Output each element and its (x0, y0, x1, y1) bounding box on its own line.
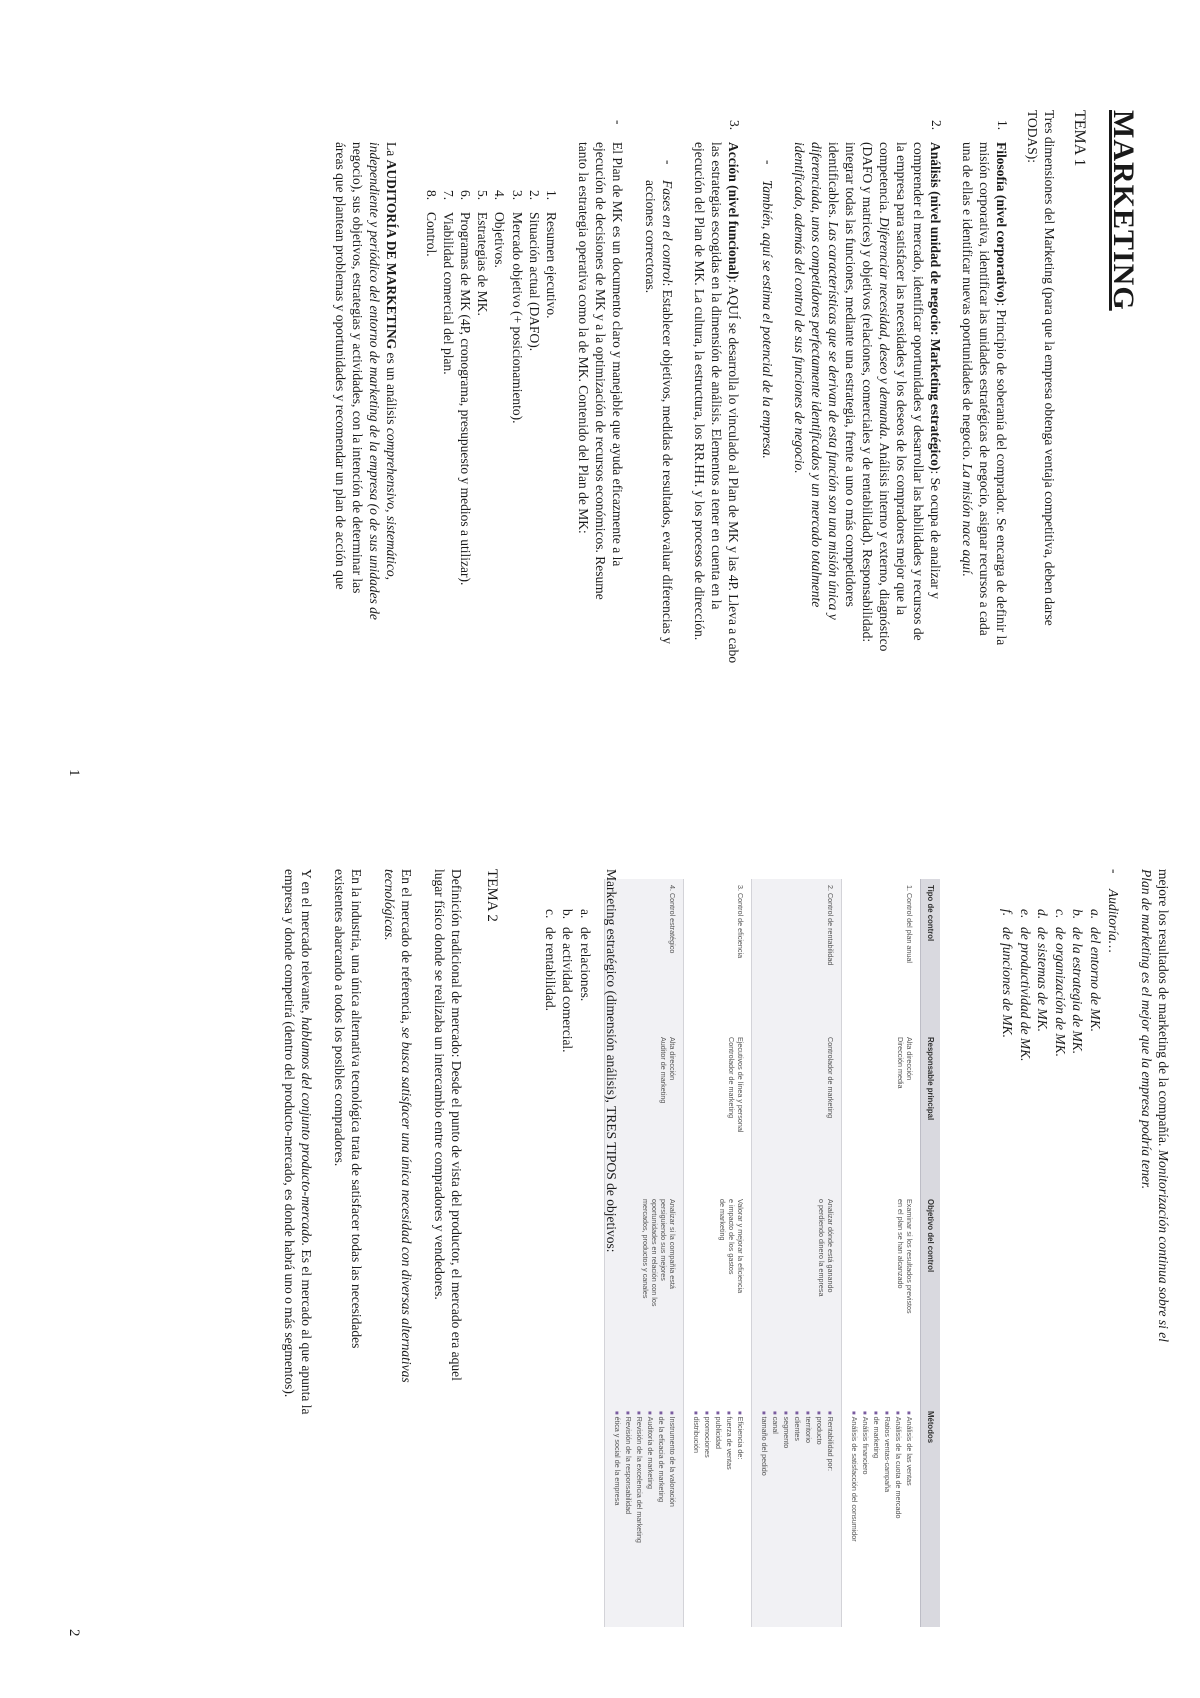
item3-line-2: las estrategias escogidas en la dimensión de análisis. Elementos a tener en cuenta en la (709, 142, 724, 610)
cell-text: mercados, productos y canales (641, 1199, 650, 1299)
table-header: Métodos (921, 1405, 941, 1627)
list-number: 4. (492, 190, 508, 201)
list-item-text: de sistemas de MK. (1035, 927, 1051, 1032)
cell-line (723, 1411, 734, 1621)
item2-italic-4: Diferenciar necesidad, deseo y demanda. (877, 216, 892, 440)
list-item-text: Resumen ejecutivo. (544, 212, 559, 319)
cell-line (769, 1411, 780, 1621)
cell-text: 1. Control del plan anual (905, 885, 914, 963)
square-bullet-icon: ■ (850, 1411, 856, 1415)
control-types-table (604, 879, 940, 1627)
continuation-line-1 (1155, 869, 1173, 1342)
list-letter: a. (578, 909, 593, 919)
cell-text: canal (771, 1416, 780, 1434)
mk-estrategico-line: Marketing estratégico (dimensión análisis), TRES TIPOS de objetivos: (604, 869, 619, 1253)
cell-text: de marketing (718, 1199, 727, 1241)
item2-line-1 (927, 142, 945, 599)
auditoria-text-1: La (384, 142, 399, 160)
item2-line-2: comprender el mercado, identificar oportunidades y desarrollar las habilidades y recursos de (911, 142, 926, 641)
auditoria-line-3: negocio), sus objetivos, estrategias y actividades, con la intención de determinar las (350, 142, 365, 594)
reference-text: En el mercado de referencia, (399, 869, 414, 1028)
square-bullet-icon: ■ (905, 1411, 911, 1415)
relevant-market-line-1 (298, 869, 316, 1414)
list-item-text: Objetivos. (492, 212, 508, 268)
list-item-text: Viabilidad comercial del plan. (440, 212, 456, 375)
page-number: 1 (66, 769, 82, 777)
table-row (842, 879, 921, 1627)
auditoria-line-1 (383, 142, 401, 580)
square-bullet-icon: ■ (771, 1411, 777, 1415)
item2-line-4 (876, 142, 894, 651)
cell-text: oportunidades en relación con los (650, 1199, 659, 1307)
cell-text: Rentabilidad por: (826, 1416, 835, 1471)
list-number: 2. (526, 190, 542, 201)
intro-line-1: Tres dimensiones del Marketing (para que la empresa obtenga ventaja competitiva, deben darse (1042, 110, 1057, 626)
cell-text: Análisis de satisfacción del consumidor (850, 1416, 859, 1542)
cell-text: en el plan se han alcanzado (896, 1199, 905, 1289)
cell-text: 2. Control de rentabilidad (826, 885, 835, 966)
relevant-italic: hablamos del conjunto producto-mercado. (299, 1016, 314, 1247)
item3-bold: Acción (nivel funcional) (726, 142, 741, 280)
list-item (999, 909, 1017, 1061)
cell-line (813, 1411, 824, 1621)
square-bullet-icon: ■ (760, 1411, 766, 1415)
table-header: Responsable principal (921, 1031, 941, 1193)
cell-text: Alta dirección (905, 1037, 914, 1081)
table-row (752, 879, 842, 1627)
cell-text: Controlador de marketing (826, 1037, 835, 1119)
list-letter: c. (1053, 909, 1068, 919)
list-item (577, 909, 595, 1053)
item2-text: : Se ocupa de analizar y (928, 470, 943, 600)
table-cell (842, 1405, 921, 1627)
list-item (1052, 909, 1070, 1061)
cell-text: Ratios ventas-campaña (883, 1416, 892, 1493)
table-cell (684, 1193, 752, 1405)
square-bullet-icon: ■ (725, 1411, 731, 1415)
cell-text: tamaño del pedido (760, 1416, 769, 1476)
list-item-text: Mercado objetivo (+ posicionamiento). (509, 212, 525, 424)
list-number: 3. (727, 120, 742, 131)
square-bullet-icon: ■ (736, 1411, 742, 1415)
bullet-dash: - (661, 160, 676, 165)
document-title: MARKETING (1107, 110, 1140, 311)
cell-line (611, 1411, 622, 1621)
cell-text: distribución (692, 1416, 701, 1453)
list-item-text: de actividad comercial. (560, 927, 576, 1053)
item2-bold: Análisis (nivel unidad de negocio: Marketing estratégico) (928, 142, 943, 471)
square-bullet-icon: ■ (624, 1411, 630, 1415)
square-bullet-icon: ■ (714, 1411, 720, 1415)
cell-line (701, 1411, 712, 1621)
square-bullet-icon: ■ (635, 1411, 641, 1415)
cell-text: Valorar y mejorar la eficiencia (736, 1199, 745, 1294)
item2-subnote: También, aquí se estima el potencial de la empresa. (760, 180, 775, 459)
item2-line-3: la empresa para satisfacer las necesidades y los deseos de los compradores mejor que la (894, 142, 909, 616)
item1-italic: La misión nace aquí. (960, 463, 975, 577)
table-header: Objetivo del control (921, 1193, 941, 1405)
cell-text: territorio (804, 1416, 813, 1443)
auditoria-tail-1: es un análisis (384, 349, 399, 428)
page-1 (0, 0, 1200, 820)
list-item (543, 190, 560, 585)
list-item (457, 190, 474, 585)
industry-line-1: En la industria, una única alternativa tecnológica trata de satisfacer todas las necesidades (349, 869, 364, 1349)
auditoria-italic-1: comprehensivo, sistemático, (384, 427, 399, 580)
cell-line (666, 1411, 677, 1621)
control-table-figure (613, 849, 985, 1669)
plan-contents-list (422, 190, 560, 585)
list-number: 3. (509, 190, 525, 201)
reference-italic: se busca satisfacer una única necesidad con diversas alternativas (399, 1027, 414, 1383)
item2-tail-4: Análisis interno y externo, diagnóstico (877, 439, 892, 652)
objectives-list (542, 909, 595, 1053)
table-cell (842, 879, 921, 1031)
cell-text: Analizar si la compañía está (668, 1199, 677, 1289)
item2-line-6: integrar todas las funciones, mediante una estrategia, frente a uno o más competidores (843, 142, 858, 607)
reference-market-line-1 (398, 869, 416, 1383)
table-row (684, 879, 752, 1627)
list-item (508, 190, 525, 585)
cell-text: fuerza de ventas (725, 1416, 734, 1470)
list-item-text: Estrategias de MK. (475, 212, 491, 316)
cell-text: Eficiencia de: (736, 1416, 745, 1460)
cell-line (734, 1411, 745, 1621)
list-item-text: de la estrategia de MK. (1070, 927, 1086, 1055)
bullet-dash: - (761, 160, 776, 165)
item2-line-8: diferenciada, unos competidores perfectamente identificados y un mercado totalmente (809, 142, 824, 608)
item2-line-5: (DAFO y matrices) y objetivos (relaciones, comerciales y de rentabilidad). Responsabilidad: (860, 142, 875, 643)
auditoria-bold: AUDITORÍA DE MARKETING (384, 159, 399, 350)
relevant-market-line-2: empresa y donde competirá (dentro del producto-mercado, es donde habrá uno o más segmentos). (282, 869, 297, 1398)
bullet-dash: - (611, 120, 626, 125)
table-cell (752, 1031, 842, 1193)
cell-line (848, 1411, 859, 1621)
list-item (1087, 909, 1105, 1061)
cell-line (826, 1037, 835, 1187)
cell-text: Auditor de marketing (659, 1037, 668, 1104)
cell-line (659, 1199, 668, 1399)
cell-text: Auditoría de marketing (646, 1416, 655, 1489)
item1-text: : Principio de soberanía del comprador. Se encarga de definir la (994, 302, 1009, 646)
item2-line-7 (825, 142, 843, 620)
cell-line (905, 1037, 914, 1187)
list-item (559, 909, 577, 1053)
table-header: Tipo de control (921, 879, 941, 1031)
cell-line (736, 1199, 745, 1399)
cell-text: Revisión de la excelencia del marketing (635, 1416, 644, 1543)
cell-line (690, 1411, 701, 1621)
list-item-text: de relaciones. (578, 927, 593, 1002)
square-bullet-icon: ■ (646, 1411, 652, 1415)
industry-line-2: existentes abarcando a todos los posibles compradores. (332, 869, 347, 1167)
table-cell (684, 879, 752, 1031)
cell-line (817, 1199, 826, 1399)
item3-text: : AQUÍ se desarrolla lo vinculado al Plan de MK y las 4P. Lleva a cabo (726, 279, 741, 664)
cell-text: 3. Control de eficiencia (736, 885, 745, 959)
table-header-row (921, 879, 941, 1627)
cell-line (718, 1199, 727, 1399)
cell-line (668, 1199, 677, 1399)
item2-text-7: identificables. (826, 142, 841, 222)
cell-text: Controlador de marketing (727, 1037, 736, 1119)
cell-line (736, 1037, 745, 1187)
plan-line-3: tanto la estrategia operativa como la de MK. Contenido del Plan de MK: (576, 142, 591, 534)
plan-text-2: ejecución de decisiones de MK y a la optimización de recursos económicos. (593, 142, 608, 557)
cell-text: Análisis de las ventas (905, 1416, 914, 1486)
cell-text: Dirección media (896, 1037, 905, 1089)
continuation-text: mejore los resultados de marketing de la compañía. (1156, 869, 1171, 1150)
list-number: 5. (475, 190, 491, 201)
item3-sub-line-1 (659, 180, 677, 644)
plan-tail-2: Resume (593, 556, 608, 600)
cell-text: publicidad (714, 1416, 723, 1449)
continuation-line-2: Plan de marketing es el mejor que la empresa podría tener. (1139, 869, 1154, 1190)
relevant-tail: Es el mercado al que apunta la (299, 1246, 314, 1415)
table-cell (684, 1405, 752, 1627)
table-cell (842, 1193, 921, 1405)
cell-text: 4. Control estratégico (668, 885, 677, 954)
cell-text: e impacto de los gastos (727, 1199, 736, 1275)
auditoria-heading: Auditoría… (1106, 889, 1121, 953)
item1-line-2: misión corporativa, identificar las unidades estratégicas de negocio, asignar recursos a cada (977, 142, 992, 636)
cell-text: ética y social de la empresa (613, 1416, 622, 1506)
cell-text: Análisis de la cuota de mercado (894, 1416, 903, 1519)
list-item (491, 190, 508, 585)
square-bullet-icon: ■ (692, 1411, 698, 1415)
cell-line (712, 1411, 723, 1621)
item3-sub-italic: Fases en el control (660, 180, 675, 283)
square-bullet-icon: ■ (657, 1411, 663, 1415)
list-item (474, 190, 491, 585)
list-item-text: de organización de MK. (1053, 927, 1068, 1057)
table-cell (752, 1193, 842, 1405)
cell-line (633, 1411, 644, 1621)
auditoria-line-2: independiente y periódico del entorno de marketing de la empresa (o de sus unidades de (367, 142, 382, 620)
cell-line (903, 1411, 914, 1621)
list-number: 8. (423, 190, 439, 201)
cell-text: o perdiendo dinero la empresa (817, 1199, 826, 1297)
cell-line (859, 1411, 870, 1621)
square-bullet-icon: ■ (815, 1411, 821, 1415)
square-bullet-icon: ■ (883, 1411, 889, 1415)
cell-text: Análisis financiero (861, 1416, 870, 1475)
continuation-italic: Monitorización continua sobre si el (1156, 1149, 1171, 1343)
list-item-text: de rentabilidad. (543, 927, 558, 1011)
plan-line-2 (592, 142, 610, 600)
cell-text: promociones (703, 1416, 712, 1458)
square-bullet-icon: ■ (703, 1411, 709, 1415)
square-bullet-icon: ■ (793, 1411, 799, 1415)
cell-text: Alta dirección (668, 1037, 677, 1081)
cell-line (896, 1199, 905, 1399)
list-item (440, 190, 457, 585)
item3-sub-line-2: acciones correctoras. (643, 180, 658, 294)
cell-line (824, 1411, 835, 1621)
square-bullet-icon: ■ (613, 1411, 619, 1415)
definition-line-1: Definición tradicional de mercado: Desde el punto de vista del productor, el mercado era aquel (449, 869, 464, 1381)
list-item-text: de funciones de MK. (1000, 927, 1016, 1038)
cell-line (650, 1199, 659, 1399)
item1-line-3 (959, 142, 977, 577)
cell-line (622, 1411, 633, 1621)
cell-text: persiguiendo sus mejores (659, 1199, 668, 1281)
cell-line (659, 1037, 668, 1187)
table-cell (684, 1031, 752, 1193)
list-number: 2. (929, 120, 944, 131)
list-number: 1. (544, 190, 559, 201)
list-item-text: del entorno de MK. (1088, 927, 1103, 1032)
section-heading-tema-1: TEMA 1 (1071, 110, 1088, 167)
list-letter: b. (1070, 909, 1086, 920)
cell-line (758, 1411, 769, 1621)
list-item-text: de productividad de MK. (1018, 927, 1033, 1062)
list-letter: d. (1035, 909, 1051, 920)
list-item-text: Control. (423, 212, 439, 257)
cell-line (892, 1411, 903, 1621)
cell-line (826, 1199, 835, 1399)
page-number: 2 (66, 1629, 82, 1637)
cell-text: Revisión de la responsabilidad (624, 1416, 633, 1515)
item3-line-3: ejecución del Plan de MK. La cultura, la estructura, los RR.HH. y los procesos de dirección. (692, 142, 707, 641)
cell-line (727, 1199, 736, 1399)
cell-line (802, 1411, 813, 1621)
section-heading-tema-2: TEMA 2 (484, 869, 500, 922)
cell-line (896, 1037, 905, 1187)
cell-line (881, 1411, 892, 1621)
list-number: 6. (457, 190, 473, 201)
square-bullet-icon: ■ (826, 1411, 832, 1415)
list-letter: a. (1088, 909, 1103, 920)
list-item (542, 909, 560, 1053)
cell-line (780, 1411, 791, 1621)
cell-line (668, 1037, 677, 1187)
page-2 (0, 849, 1200, 1669)
list-number: 1. (995, 120, 1010, 131)
plan-line-1: El Plan de MK es un documento claro y manejable que ayuda eficazmente a la (610, 142, 625, 567)
cell-text: de la eficacia de marketing (657, 1416, 666, 1503)
bullet-dash: - (1107, 869, 1122, 874)
intro-line-2: TODAS): (1025, 110, 1040, 164)
list-letter: c. (543, 909, 558, 919)
square-bullet-icon: ■ (872, 1411, 878, 1415)
cell-text: producto (815, 1416, 824, 1445)
cell-line (727, 1037, 736, 1187)
table-cell (605, 1405, 684, 1627)
cell-line (641, 1199, 650, 1399)
list-item (1017, 909, 1035, 1061)
item1-line-1 (993, 142, 1011, 645)
cell-text: segmento (782, 1416, 791, 1449)
list-item-text: Situación actual (DAFO). (526, 212, 542, 352)
cell-text: Ejecutivos de línea y personal (736, 1037, 745, 1133)
item2-text-4: competencia. (877, 142, 892, 217)
table-cell (752, 1405, 842, 1627)
table-body (605, 879, 921, 1627)
list-letter: e. (1018, 909, 1033, 919)
square-bullet-icon: ■ (894, 1411, 900, 1415)
cell-line (870, 1411, 881, 1621)
cell-text: de marketing (872, 1416, 881, 1459)
cell-line (644, 1411, 655, 1621)
cell-text: Analizar dónde está ganando (826, 1199, 835, 1293)
square-bullet-icon: ■ (804, 1411, 810, 1415)
cell-line (905, 1199, 914, 1399)
item3-sub-text: : Establecer objetivos, medidas de resultados, evaluar diferencias y (660, 282, 675, 644)
item1-text-3: una de ellas e identificar nuevas oportunidades de negocio. (960, 142, 975, 464)
list-letter: f. (1000, 909, 1016, 917)
cell-text: Examinar si los resultados previstos (905, 1199, 914, 1314)
item2-line-9: identificado, además del control de sus funciones de negocio. (792, 142, 807, 474)
auditoria-list (999, 909, 1104, 1061)
definition-line-2: lugar físico donde se realizaba un intercambio entre compradores y vendedores. (432, 869, 447, 1300)
list-item-text: Programas de MK (4P, cronograma, presupuesto y medios a utilizar). (457, 212, 473, 586)
cell-line (655, 1411, 666, 1621)
list-item (526, 190, 543, 585)
auditoria-line-4: áreas que plantean problemas y oportunidades y recomendar un plan de acción que (333, 142, 348, 590)
list-item (422, 190, 439, 585)
table-cell (842, 1031, 921, 1193)
cell-text: Instrumento de la valoración (668, 1416, 677, 1507)
item1-bold: Filosofía (nivel corporativo) (994, 142, 1009, 303)
relevant-text: Y en el mercado relevante, (299, 869, 314, 1017)
table-cell (752, 879, 842, 1031)
list-number: 7. (440, 190, 456, 201)
list-item (1069, 909, 1087, 1061)
cell-text: clientes (793, 1416, 802, 1441)
list-item (1034, 909, 1052, 1061)
square-bullet-icon: ■ (782, 1411, 788, 1415)
square-bullet-icon: ■ (861, 1411, 867, 1415)
item3-line-1 (725, 142, 743, 663)
square-bullet-icon: ■ (668, 1411, 674, 1415)
list-letter: b. (560, 909, 576, 920)
reference-market-line-2: tecnológicas. (382, 869, 397, 941)
cell-line (791, 1411, 802, 1621)
item2-italic-7: Las características que se derivan de esta función son una misión única y (826, 221, 841, 620)
